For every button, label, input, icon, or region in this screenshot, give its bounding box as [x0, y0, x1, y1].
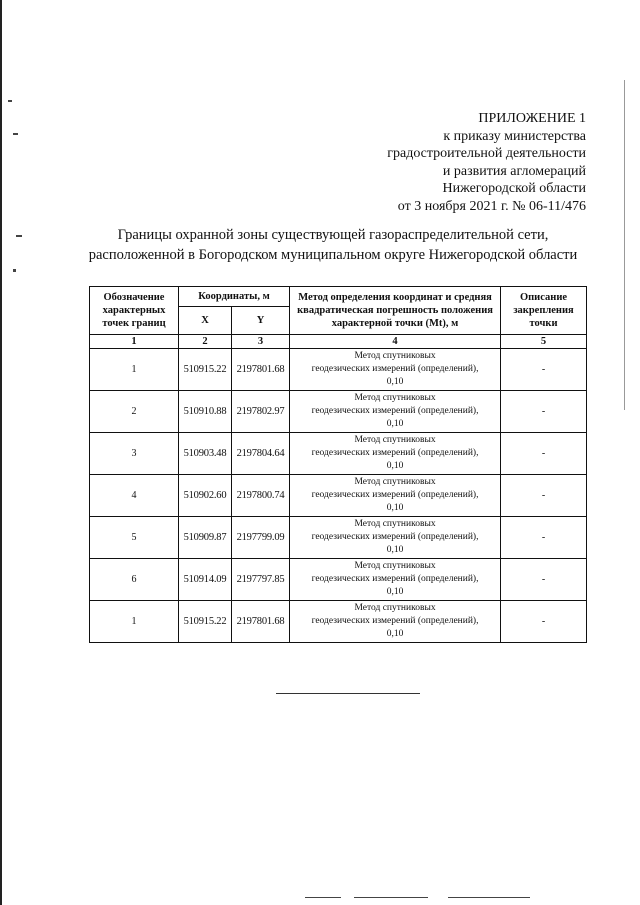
header-x: X: [179, 307, 232, 335]
boundary-points-table: [89, 286, 587, 643]
description-cell: -: [501, 391, 587, 433]
method-line: геодезических измерений (определений),: [311, 532, 479, 542]
method-line: Метод спутниковых: [354, 519, 436, 529]
appendix-line: Нижегородской области: [442, 181, 586, 196]
method-line: Метод спутниковых: [354, 477, 436, 487]
description-cell: -: [501, 349, 587, 391]
description-cell: -: [501, 559, 587, 601]
point-id: 4: [90, 475, 179, 517]
scan-mark: [16, 235, 22, 237]
method-accuracy: 0,10: [386, 545, 404, 555]
appendix-title: ПРИЛОЖЕНИЕ 1: [478, 111, 586, 126]
method-cell: [290, 475, 501, 517]
method-cell: [290, 559, 501, 601]
column-number: 2: [179, 335, 232, 349]
footer-rule: [448, 897, 530, 898]
point-id: 5: [90, 517, 179, 559]
document-title: [60, 225, 606, 265]
scan-mark: [8, 100, 12, 102]
method-accuracy: 0,10: [386, 587, 404, 597]
appendix-line: градостроительной деятельности: [387, 146, 586, 161]
scan-mark: [13, 133, 18, 135]
description-cell: -: [501, 475, 587, 517]
point-id: 6: [90, 559, 179, 601]
appendix-header: [286, 110, 586, 215]
method-accuracy: 0,10: [386, 461, 404, 471]
description-cell: -: [501, 601, 587, 643]
method-line: Метод спутниковых: [354, 351, 436, 361]
method-cell: [290, 349, 501, 391]
method-accuracy: 0,10: [386, 419, 404, 429]
point-id: 1: [90, 601, 179, 643]
scan-mark: [13, 269, 16, 272]
closing-rule: [276, 693, 420, 694]
coord-y: 2197801.68: [232, 349, 290, 391]
appendix-line: и развития агломераций: [442, 163, 586, 179]
method-line: геодезических измерений (определений),: [311, 616, 479, 626]
column-number: 4: [290, 335, 501, 349]
column-number: 5: [501, 335, 587, 349]
method-line: Метод спутниковых: [354, 603, 436, 613]
table-row: [90, 475, 587, 517]
description-cell: -: [501, 433, 587, 475]
coord-y: 2197802.97: [232, 391, 290, 433]
coord-y: 2197801.68: [232, 601, 290, 643]
header-coordinates: Координаты, м: [179, 287, 290, 307]
point-id: 1: [90, 349, 179, 391]
method-cell: [290, 601, 501, 643]
table-row: [90, 601, 587, 643]
footer-rule: [305, 897, 341, 898]
method-accuracy: 0,10: [386, 629, 404, 639]
method-line: Метод спутниковых: [354, 561, 436, 571]
column-number-row: [90, 335, 587, 349]
scan-left-edge: [0, 0, 2, 905]
method-line: Метод спутниковых: [354, 393, 436, 403]
point-id: 2: [90, 391, 179, 433]
footer-rule: [354, 897, 428, 898]
coord-x: 510910.88: [179, 391, 232, 433]
coord-x: 510914.09: [179, 559, 232, 601]
title-line-2: расположенной в Богородском муниципальном округе Нижегородской области: [88, 247, 578, 263]
method-cell: [290, 517, 501, 559]
appendix-line: к приказу министерства: [443, 128, 586, 144]
coord-y: 2197804.64: [232, 433, 290, 475]
coord-y: 2197799.09: [232, 517, 290, 559]
method-cell: [290, 433, 501, 475]
table-row: [90, 391, 587, 433]
title-line-1: Границы охранной зоны существующей газораспределительной сети,: [117, 227, 549, 243]
coord-x: 510902.60: [179, 475, 232, 517]
table-row: [90, 349, 587, 391]
coord-x: 510903.48: [179, 433, 232, 475]
header-y: Y: [232, 307, 290, 335]
coord-x: 510915.22: [179, 349, 232, 391]
description-cell: -: [501, 517, 587, 559]
header-method: Метод определения координат и средняя квадратическая погрешность положения характерной точки (Mt), м: [290, 287, 501, 335]
coord-y: 2197800.74: [232, 475, 290, 517]
method-accuracy: 0,10: [386, 503, 404, 513]
table-row: [90, 517, 587, 559]
method-line: геодезических измерений (определений),: [311, 574, 479, 584]
method-line: геодезических измерений (определений),: [311, 448, 479, 458]
coord-x: 510909.87: [179, 517, 232, 559]
coord-x: 510915.22: [179, 601, 232, 643]
method-line: геодезических измерений (определений),: [311, 364, 479, 374]
method-line: геодезических измерений (определений),: [311, 490, 479, 500]
header-designation: Обозначение характерных точек границ: [90, 287, 179, 335]
column-number: 3: [232, 335, 290, 349]
method-line: Метод спутниковых: [354, 435, 436, 445]
method-cell: [290, 391, 501, 433]
header-description: Описание закрепления точки: [501, 287, 587, 335]
appendix-order-date: от 3 ноября 2021 г. № 06-11/476: [397, 198, 586, 214]
coord-y: 2197797.85: [232, 559, 290, 601]
column-number: 1: [90, 335, 179, 349]
point-id: 3: [90, 433, 179, 475]
method-line: геодезических измерений (определений),: [311, 406, 479, 416]
method-accuracy: 0,10: [386, 377, 404, 387]
table-row: [90, 559, 587, 601]
scan-mark: [624, 80, 625, 410]
table-row: [90, 433, 587, 475]
table-header-row: [90, 287, 587, 307]
